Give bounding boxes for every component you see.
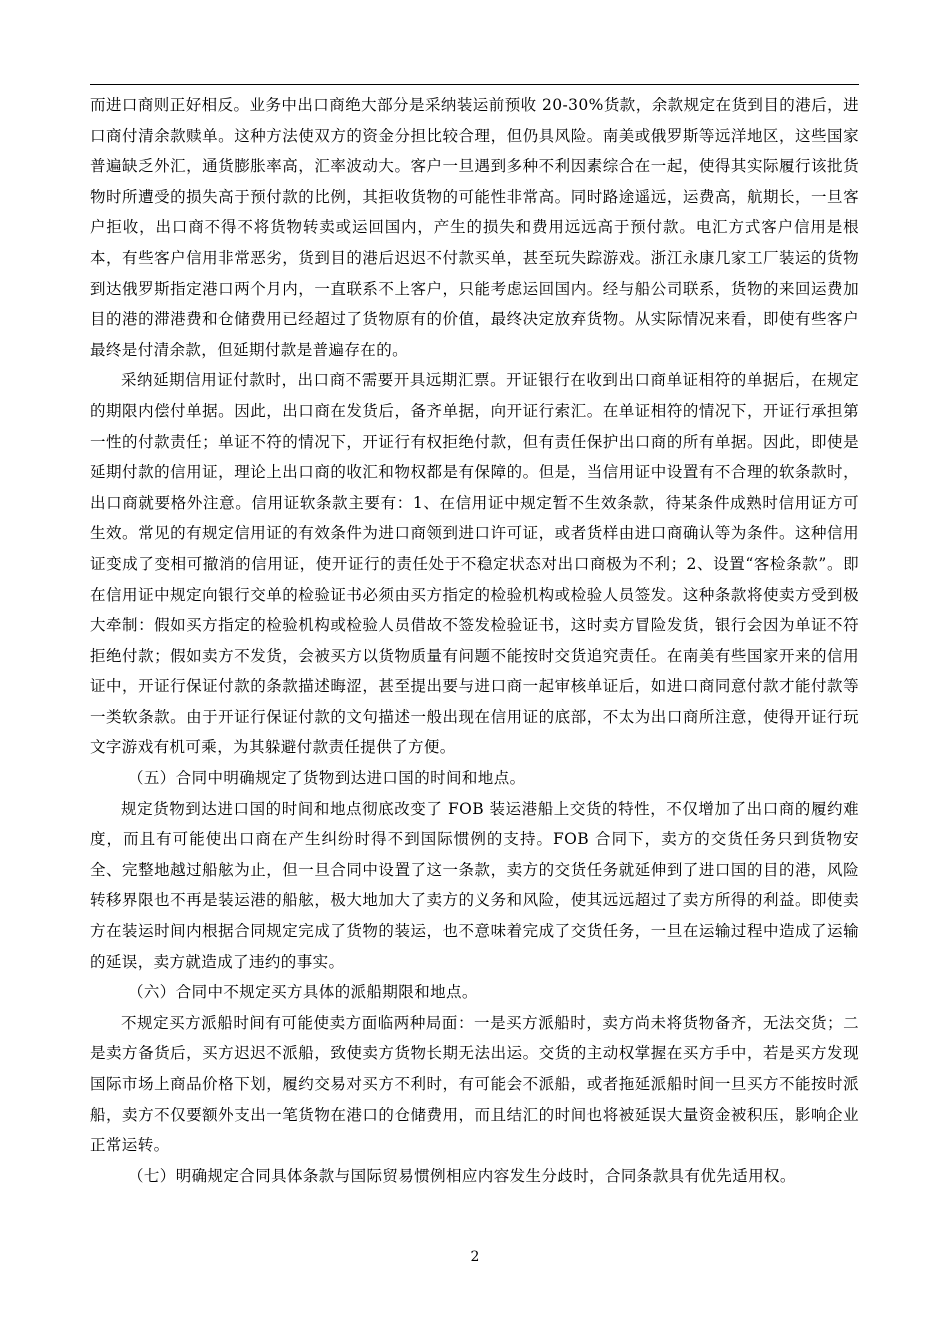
section-heading-5: （五）合同中明确规定了货物到达进口国的时间和地点。 [128,769,526,788]
section-heading-6: （六）合同中不规定买方具体的派船期限和地点。 [128,983,478,1002]
paragraph-continuation: 而进口商则正好相反。业务中出口商绝大部分是采纳装运前预收 20-30%货款，余款规定在货到目的港后，进口商付清余款赎单。这种方法使双方的资金分担比较合理，但仍具风险。南美或俄罗斯等远洋地区，这些国家普遍缺乏外汇，通货膨胀率高，汇率波动大。客户一旦遇到多种不利因素综合在一起，使得其实际履行该批货物时所遭受的损失高于预付款的比例，其拒收货物的可能性非常高。同时路途遥远，运费高，航期长，一旦客户拒收，出口商不得不将货物转卖或运回国内，产生的损失和费用远远高于预付款。电汇方式客户信用是根本，有些客户信用非常恶劣，货到目的港后迟迟不付款买单，甚至玩失踪游戏。浙江永康几家工厂装运的货物到达俄罗斯指定港口两个月内，一直联系不上客户，只能考虑运回国内。经与船公司联系，货物的来回运费加目的港的滞港费和仓储费用已经超过了货物原有的价值，最终决定放弃货物。从实际情况来看，即使有些客户最终是付清余款，但延期付款是普遍存在的。 [90,96,859,359]
paragraph-shipping-schedule: 不规定买方派船时间有可能使卖方面临两种局面：一是买方派船时，卖方尚未将货物备齐，无法交货；二是卖方备货后，买方迟迟不派船，致使卖方货物长期无法出运。交货的主动权掌握在买方手中，若是买方发现国际市场上商品价格下划，履约交易对买方不利时，有可能会不派船，或者拖延派船时间一旦买方不能按时派船，卖方不仅要额外支出一笔货物在港口的仓储费用，而且结汇的时间也将被延误大量资金被积压，影响企业正常运转。 [90,1013,859,1155]
header-rule [90,84,859,85]
document-body [90,90,859,1191]
paragraph-arrival-time-place: 规定货物到达进口国的时间和地点彻底改变了 FOB 装运港船上交货的特性，不仅增加了出口商的履约难度，而且有可能使出口商在产生纠纷时得不到国际惯例的支持。FOB 合同下，卖方的交货任务只到货物安全、完整地越过船舷为止，但一旦合同中设置了这一条款，卖方的交货任务就延伸到了进口国的目的港，风险转移界限也不再是装运港的船舷，极大地加大了卖方的义务和风险，使其远远超过了卖方所得的利益。即使卖方在装运时间内根据合同规定完成了货物的装运，也不意味着完成了交货任务，一旦在运输过程中造成了运输的延误，卖方就造成了违约的事实。 [90,799,859,971]
paragraph-deferred-letter-of-credit: 采纳延期信用证付款时，出口商不需要开具远期汇票。开证银行在收到出口商单证相符的单据后，在规定的期限内偿付单据。因此，出口商在发货后，备齐单据，向开证行索汇。在单证相符的情况下，开证行承担第一性的付款责任；单证不符的情况下，开证行有权拒绝付款，但有责任保护出口商的所有单据。因此，即使是延期付款的信用证，理论上出口商的收汇和物权都是有保障的。但是，当信用证中设置有不合理的软条款时，出口商就要格外注意。信用证软条款主要有：1、在信用证中规定暂不生效条款，待某条件成熟时信用证方可生效。常见的有规定信用证的有效条件为进口商领到进口许可证，或者货样由进口商确认等为条件。这种信用证变成了变相可撤消的信用证，使开证行的责任处于不稳定状态对出口商极为不利；2、设置“客检条款”。即在信用证中规定向银行交单的检验证书必须由买方指定的检验机构或检验人员签发。这种条款将使卖方受到极大牵制：假如买方指定的检验机构或检验人员借故不签发检验证书，这时卖方冒险发货，银行会因为单证不符拒绝付款；假如卖方不发货，会被买方以货物质量有问题不能按时交货追究责任。在南美有些国家开来的信用证中，开证行保证付款的条款描述晦涩，甚至提出要与进口商一起审核单证后，如进口商同意付款才能付款等一类软条款。由于开证行保证付款的文句描述一般出现在信用证的底部，不太为出口商所注意，使得开证行玩文字游戏有机可乘，为其躲避付款责任提供了方便。 [90,371,859,757]
page-number: 2 [470,1249,480,1265]
section-heading-7: （七）明确规定合同具体条款与国际贸易惯例相应内容发生分歧时，合同条款具有优先适用权。 [128,1166,796,1185]
